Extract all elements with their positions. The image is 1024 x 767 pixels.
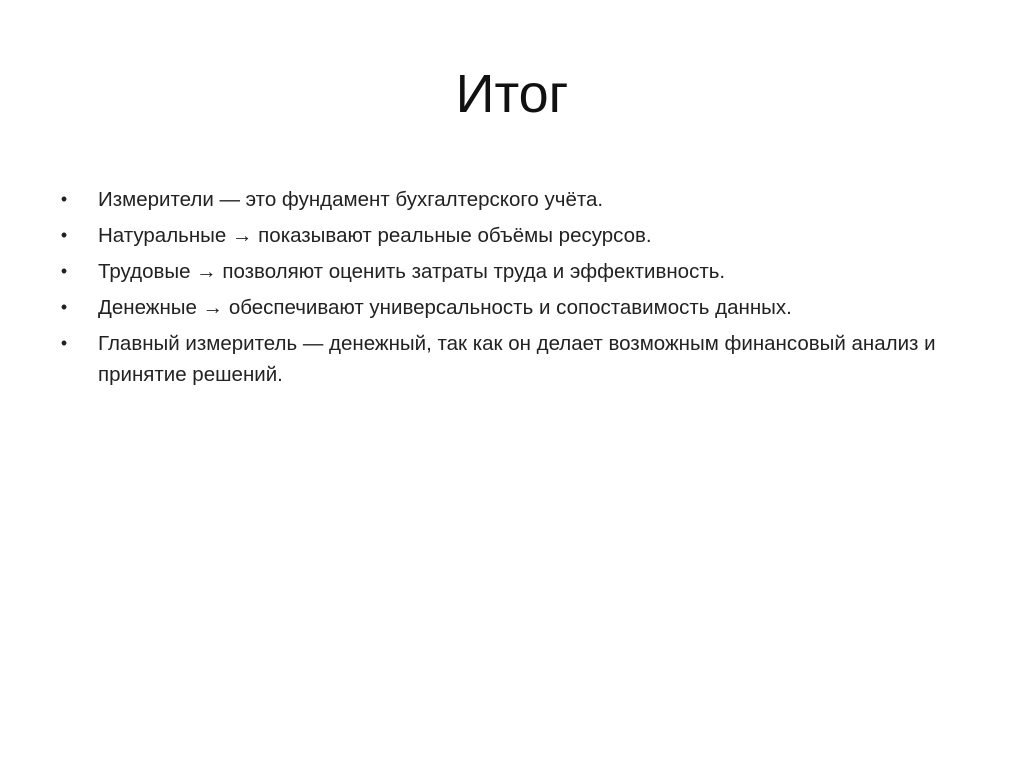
list-item-text: Трудовые → позволяют оценить затраты труда и эффективность. [98, 260, 726, 283]
list-item-text: Натуральные → показывают реальные объёмы ресурсов. [98, 224, 652, 247]
bullet-icon: • [60, 333, 68, 353]
slide-title: Итог [455, 64, 569, 124]
list-item [58, 290, 978, 325]
list-item [58, 328, 978, 390]
list-item-text: Главный измеритель — денежный, так как он делает возможным финансовый анализ и принятие решений. [98, 332, 936, 386]
list-item [58, 182, 978, 217]
bullet-list [58, 182, 978, 391]
bullet-icon: • [60, 297, 68, 317]
list-item-text: Измерители — это фундамент бухгалтерского учёта. [98, 188, 604, 211]
list-item [58, 218, 978, 253]
bullet-icon: • [60, 261, 68, 281]
list-item [58, 254, 978, 289]
bullet-icon: • [60, 225, 68, 245]
list-item-text: Денежные → обеспечивают универсальность и сопоставимость данных. [98, 296, 792, 319]
bullet-icon: • [60, 189, 68, 209]
